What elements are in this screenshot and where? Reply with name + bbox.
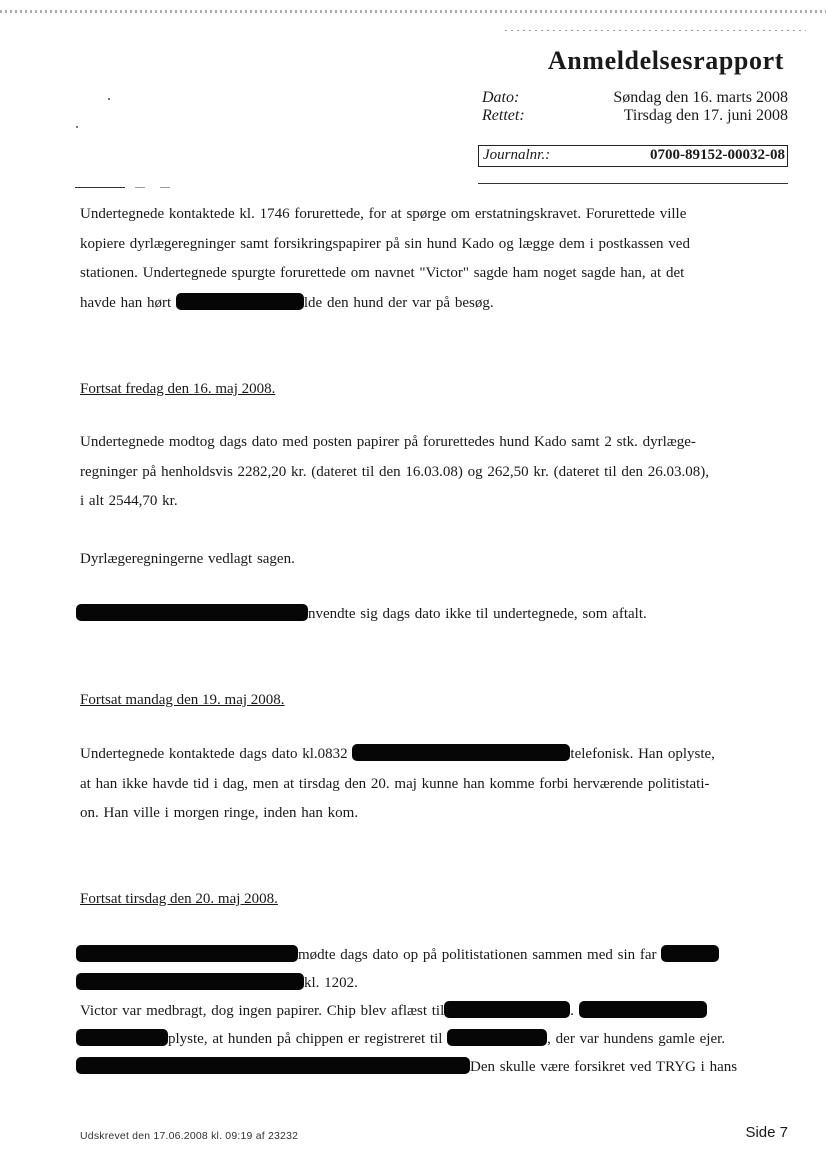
- redaction-block: [76, 1057, 470, 1074]
- date-row: [482, 89, 788, 109]
- text-line: Undertegnede modtog dags dato med posten papirer på forurettedes hund Kado samt 2 stk. dyrlæge-: [80, 434, 696, 450]
- journal-label: Journalnr.:: [483, 147, 551, 163]
- text-line: i alt 2544,70 kr.: [80, 493, 178, 509]
- page-number: Side 7: [745, 1124, 788, 1141]
- text-line: stationen. Undertegnede spurgte forurettede om navnet "Victor" sagde ham noget sagde han, at det: [80, 265, 685, 281]
- text-fragment: , der var hundens gamle ejer.: [547, 1031, 726, 1047]
- text-line: Undertegnede kontaktede kl. 1746 forurettede, for at spørge om erstatningskravet. Forurettede ville: [80, 206, 687, 222]
- text-fragment: kl. 1202.: [304, 975, 358, 991]
- paragraph-4: [76, 600, 766, 630]
- paragraph-1: [80, 200, 770, 318]
- paragraph-2: [80, 428, 770, 517]
- header-rule: [478, 183, 788, 184]
- paragraph-3: [80, 545, 770, 575]
- redaction-block: [661, 945, 719, 962]
- journal-value: 0700-89152-00032-08: [650, 147, 785, 163]
- text-line: on. Han ville i morgen ringe, inden han kom.: [80, 805, 359, 821]
- text-line: [76, 997, 776, 1025]
- scan-artifact-dotted-line: [505, 30, 806, 31]
- header-rule: [75, 187, 125, 188]
- section-heading: Fortsat tirsdag den 20. maj 2008.: [80, 891, 278, 907]
- corrected-value: Tirsdag den 17. juni 2008: [623, 107, 788, 124]
- section-heading: Fortsat mandag den 19. maj 2008.: [80, 692, 285, 708]
- text-line: [80, 740, 770, 770]
- text-line: at han ikke havde tid i dag, men at tirsdag den 20. maj kunne han komme forbi herværende politistati-: [80, 775, 710, 792]
- text-fragment: lde den hund der var på besøg.: [303, 294, 494, 311]
- text-line: Dyrlægeregningerne vedlagt sagen.: [80, 551, 295, 567]
- paragraph-6: [76, 941, 776, 1081]
- redaction-block: [176, 293, 304, 310]
- date-value: Søndag den 16. marts 2008: [613, 89, 788, 106]
- text-line: [76, 1053, 776, 1081]
- scan-speck: [76, 126, 78, 128]
- text-fragment: Den skulle være forsikret ved TRYG i hans: [470, 1059, 738, 1075]
- text-line: regninger på henholdsvis 2282,20 kr. (dateret til den 16.03.08) og 262,50 kr. (dateret til den 26.03.08),: [80, 463, 710, 480]
- text-line: [76, 600, 766, 630]
- text-fragment: Undertegnede kontaktede dags dato kl.0832: [80, 746, 348, 762]
- header-rule: [135, 187, 145, 188]
- corrected-label: Rettet:: [482, 107, 525, 124]
- text-line: [76, 941, 776, 969]
- text-fragment: plyste, at hunden på chippen er registreret til: [168, 1031, 443, 1047]
- redaction-block: [447, 1029, 547, 1046]
- corrected-row: [482, 107, 788, 127]
- text-line: [76, 969, 776, 997]
- paragraph-5: [80, 740, 770, 829]
- text-fragment: telefonisk. Han oplyste,: [570, 746, 715, 762]
- journal-number-box: [478, 145, 788, 167]
- text-line: [80, 289, 770, 319]
- text-fragment: mødte dags dato op på politistationen sammen med sin far: [298, 947, 657, 963]
- header-rule: [160, 187, 170, 188]
- redaction-block: [76, 945, 298, 962]
- text-fragment: .: [570, 1003, 575, 1019]
- text-line: [76, 1025, 776, 1053]
- redaction-block: [579, 1001, 707, 1018]
- text-fragment: nvendte sig dags dato ikke til undertegnede, som aftalt.: [308, 606, 647, 622]
- text-fragment: Victor var medbragt, dog ingen papirer. Chip blev aflæst til: [80, 1003, 445, 1019]
- section-heading: Fortsat fredag den 16. maj 2008.: [80, 381, 276, 397]
- report-title: Anmeldelsesrapport: [547, 46, 784, 75]
- redaction-block: [444, 1001, 570, 1018]
- scan-speck: [108, 98, 110, 100]
- date-label: Dato:: [482, 89, 520, 106]
- print-footer: Udskrevet den 17.06.2008 kl. 09:19 af 23232: [80, 1130, 299, 1142]
- redaction-block: [76, 604, 308, 621]
- redaction-block: [76, 973, 304, 990]
- scan-artifact-top: [0, 10, 826, 13]
- text-fragment: havde han hørt: [80, 294, 172, 311]
- redaction-block: [352, 744, 570, 761]
- redaction-block: [76, 1029, 168, 1046]
- text-line: kopiere dyrlægeregninger samt forsikringspapirer på sin hund Kado og lægge dem i postkassen ved: [80, 235, 690, 252]
